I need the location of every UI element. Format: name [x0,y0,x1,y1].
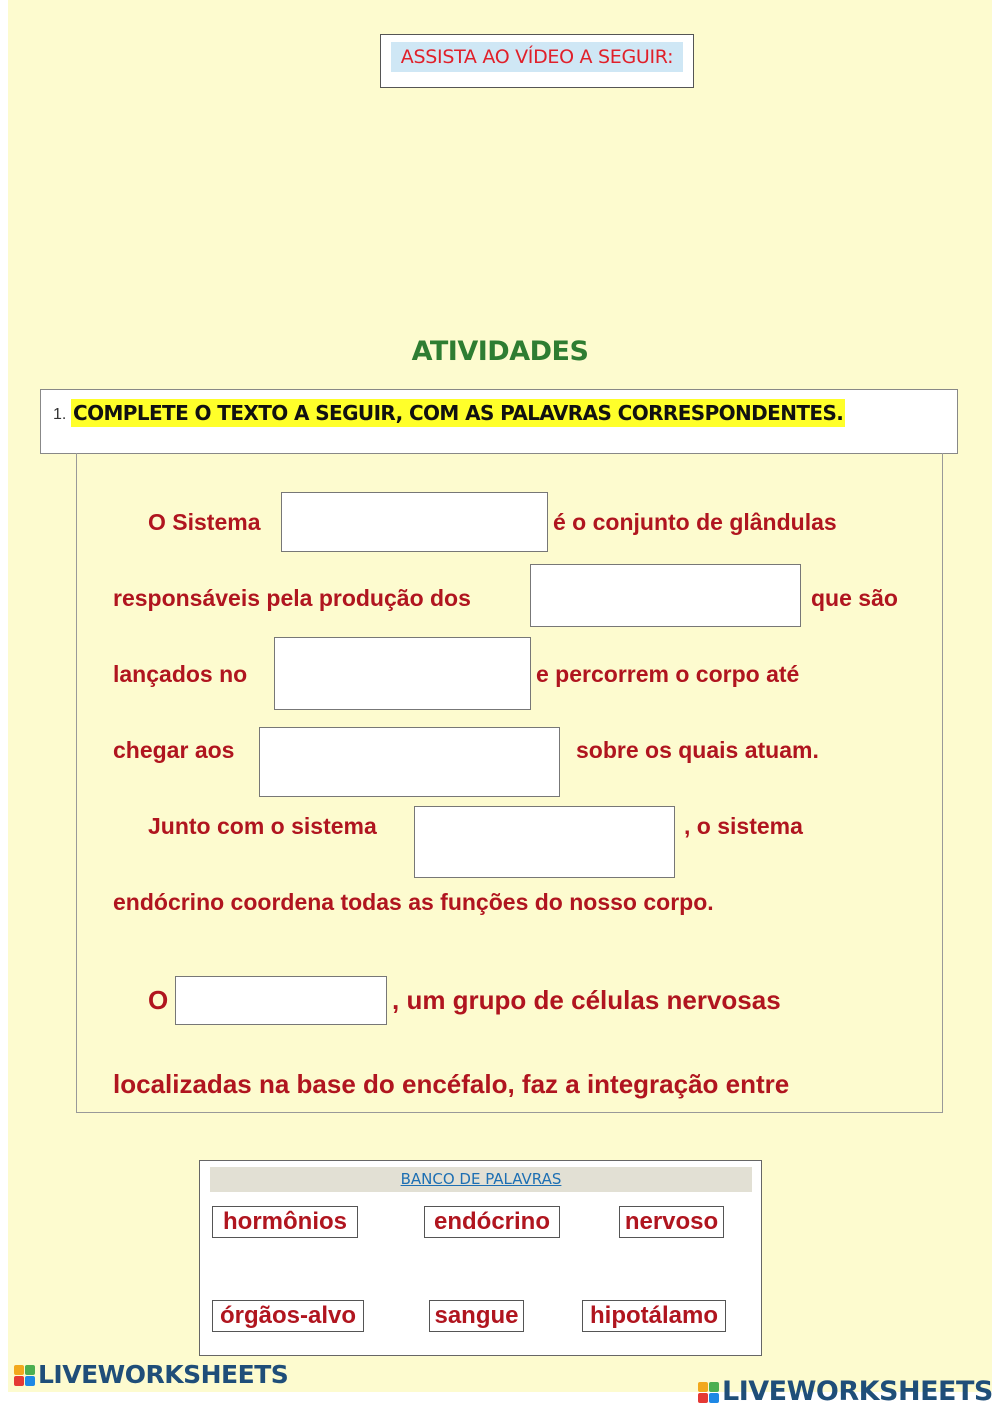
passage-text: O [148,985,169,1015]
passage-text: responsáveis pela produção dos [113,585,471,611]
passage-text: , o sistema [684,813,803,839]
word-card[interactable]: sangue [429,1300,524,1332]
logo-blocks-icon [698,1382,720,1404]
blank-input-2[interactable] [530,564,801,627]
logo-text: LIVEWORKSHEETS [38,1360,289,1389]
passage-text: , um grupo de células nervosas [392,985,781,1015]
question-box [40,389,958,454]
blank-input-6[interactable] [175,976,387,1025]
passage-text: endócrino coordena todas as funções do nosso corpo. [113,889,714,915]
word-card[interactable]: nervoso [619,1206,724,1238]
logo-text: LIVEWORKSHEETS [722,1376,993,1407]
video-banner [380,34,694,88]
passage-text: é o conjunto de glândulas [553,509,837,535]
word-card[interactable]: hormônios [212,1206,358,1238]
word-card[interactable]: hipotálamo [582,1300,726,1332]
blank-input-1[interactable] [281,492,548,552]
word-bank [199,1160,762,1356]
blank-input-4[interactable] [259,727,560,797]
liveworksheets-logo-right [698,1376,993,1407]
logo-blocks-icon [14,1365,36,1387]
liveworksheets-logo-left [14,1360,288,1389]
blank-input-5[interactable] [414,806,675,878]
word-card[interactable]: órgãos-alvo [212,1300,364,1332]
word-card[interactable]: endócrino [424,1206,560,1238]
question-number: 1. [53,406,67,423]
question-text: COMPLETE O TEXTO A SEGUIR, COM AS PALAVRAS CORRESPONDENTES. [73,401,844,425]
word-bank-title: BANCO DE PALAVRAS [400,1170,562,1188]
passage-text: localizadas na base do encéfalo, faz a integração entre [113,1069,790,1099]
activities-title: ATIVIDADES [411,336,589,367]
passage-text: sobre os quais atuam. [576,737,819,763]
passage-text: O Sistema [148,509,261,535]
passage-text: Junto com o sistema [148,813,377,839]
blank-input-3[interactable] [274,637,531,710]
passage-text: e percorrem o corpo até [536,661,800,687]
passage-text: lançados no [113,661,248,687]
video-banner-text: ASSISTA AO VÍDEO A SEGUIR: [391,42,683,72]
word-bank-header [210,1167,752,1192]
passage-text: chegar aos [113,737,235,763]
passage-text: que são [811,585,898,611]
